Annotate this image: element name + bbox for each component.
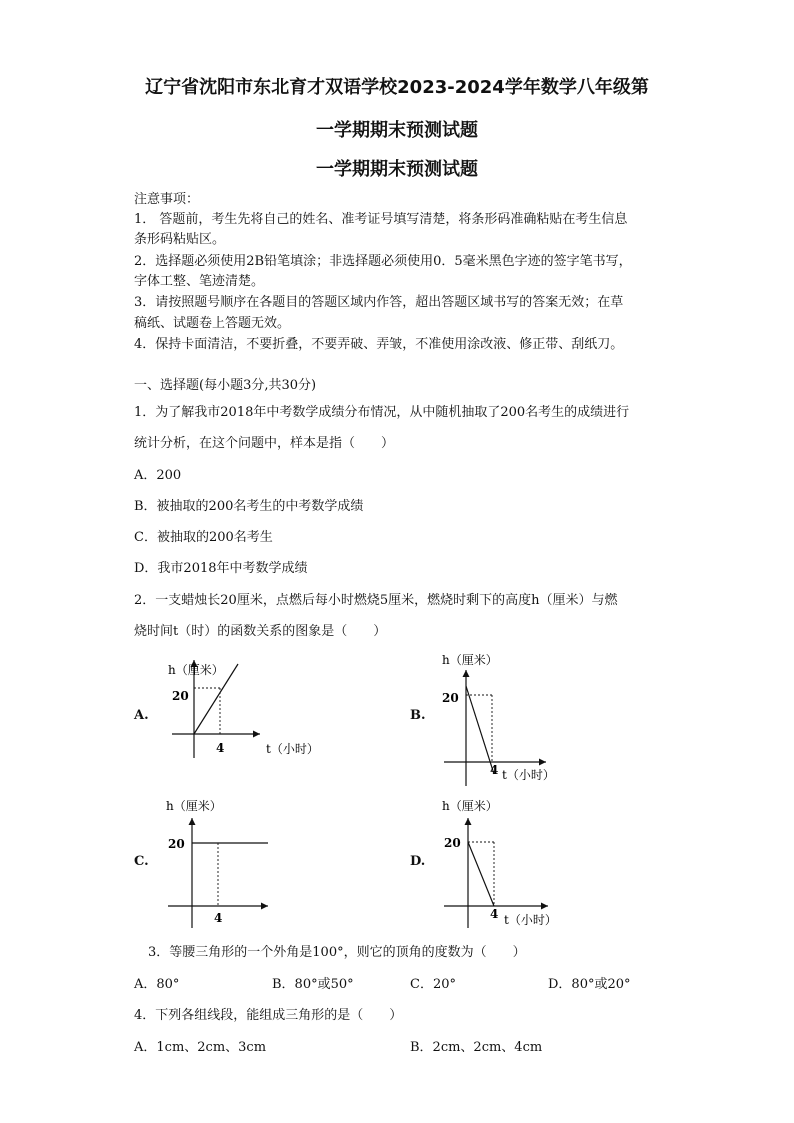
graph-line	[468, 842, 494, 906]
q2-option-c-label: C.	[134, 854, 149, 869]
notice-line: 1． 答题前，考生先将自己的姓名、准考证号填写清楚，将条形码准确粘贴在考生信息	[134, 212, 628, 227]
q4-option-a: A．1cm、2cm、3cm	[134, 1040, 267, 1055]
x-axis-label: t（小时）	[504, 913, 557, 927]
y-tick-label: 20	[168, 837, 185, 851]
q4-option-b: B．2cm、2cm、4cm	[410, 1040, 543, 1055]
notice-line: 3．请按照题号顺序在各题目的答题区域内作答，超出答题区域书写的答案无效；在草	[134, 295, 624, 310]
y-axis-label: h（厘米）	[442, 799, 498, 813]
q3-option-b: B．80°或50°	[272, 977, 354, 992]
x-tick-label: 4	[216, 741, 225, 755]
q2-graph-a	[158, 656, 338, 766]
title-line-2: 一学期期末预测试题	[316, 120, 478, 141]
q2-graph-c	[158, 794, 288, 934]
notice-line: 2．选择题必须使用2B铅笔填涂；非选择题必须使用0．5毫米黑色字迹的签字笔书写，	[134, 254, 632, 269]
q1-option-b: B．被抽取的200名考生的中考数学成绩	[134, 499, 364, 514]
notice-line: 字体工整、笔迹清楚。	[134, 274, 265, 289]
notice-line: 条形码粘贴区。	[134, 232, 226, 247]
section-heading: 一、选择题(每小题3分,共30分)	[134, 378, 317, 393]
y-tick-label: 20	[172, 689, 189, 703]
q2-graph-d	[436, 794, 586, 934]
title-line-1: 辽宁省沈阳市东北育才双语学校2023-2024学年数学八年级第	[145, 77, 649, 98]
q2-graph-b	[436, 648, 586, 788]
q4-stem: 4．下列各组线段，能组成三角形的是（ ）	[134, 1008, 403, 1023]
q2-option-b-label: B.	[410, 708, 426, 723]
y-tick-label: 20	[442, 691, 459, 705]
q1-stem-line: 1．为了解我市2018年中考数学成绩分布情况，从中随机抽取了200名考生的成绩进行	[134, 405, 630, 420]
x-tick-label: 4	[490, 763, 499, 777]
notice-line: 4．保持卡面清洁，不要折叠，不要弄破、弄皱，不准使用涂改液、修正带、刮纸刀。	[134, 337, 624, 352]
q1-option-d: D．我市2018年中考数学成绩	[134, 561, 308, 576]
title-line-3: 一学期期末预测试题	[316, 159, 478, 180]
q3-option-a: A．80°	[134, 977, 180, 992]
q1-option-c: C．被抽取的200名考生	[134, 530, 273, 545]
y-axis-label: h（厘米）	[168, 663, 224, 677]
y-axis-label: h（厘米）	[166, 799, 222, 813]
q1-stem-line: 统计分析，在这个问题中，样本是指（ ）	[134, 436, 395, 451]
q3-option-c: C．20°	[410, 977, 456, 992]
notice-line: 稿纸、试题卷上答题无效。	[134, 316, 291, 331]
q3-stem: 3．等腰三角形的一个外角是100°，则它的顶角的度数为（ ）	[148, 945, 526, 960]
y-axis-label: h（厘米）	[442, 653, 498, 667]
graph-line	[466, 686, 494, 774]
x-axis-label: t（小时）	[502, 768, 555, 782]
q2-stem-line: 2．一支蜡烛长20厘米，点燃后每小时燃烧5厘米，燃烧时剩下的高度h（厘米）与燃	[134, 593, 618, 608]
y-tick-label: 20	[444, 836, 461, 850]
q2-option-a-label: A.	[134, 708, 149, 723]
q3-option-d: D．80°或20°	[548, 977, 631, 992]
notice-heading: 注意事项：	[134, 192, 200, 207]
q2-stem-line: 烧时间t（时）的函数关系的图象是（ ）	[134, 624, 387, 639]
x-axis-label: t（小时）	[266, 742, 319, 756]
q1-option-a: A．200	[134, 468, 182, 483]
q2-option-d-label: D.	[410, 854, 426, 869]
x-tick-label: 4	[214, 911, 223, 925]
x-tick-label: 4	[490, 907, 499, 921]
